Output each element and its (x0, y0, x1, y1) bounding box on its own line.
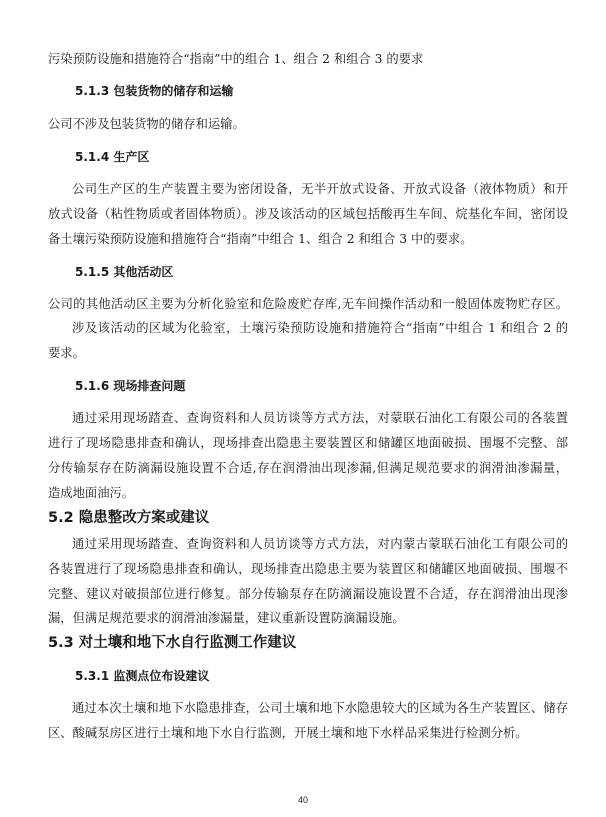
section-5-2-line-1: 通过采用现场踏查、查询资料和人员访谈等方式方法，对内蒙古蒙联石油化工有限公司的 (72, 537, 568, 551)
section-5-2-line-4: 漏，但满足规范要求的润滑油渗漏量，建议重新设置防滴漏设施。 (48, 611, 405, 625)
section-5-1-6-heading: 5.1.6 现场排查问题 (75, 379, 186, 393)
section-5-2-line-3: 完整、建议对破损部位进行修复。部分传输泵存在防滴漏设施设置不合适，存在润滑油出现渗 (48, 587, 568, 601)
section-5-1-5-line-3: 要求。 (48, 346, 85, 360)
section-5-1-6-line-3: 分传输泵存在防滴漏设施设置不合适,存在润滑油出现渗漏,但满足规范要求的润滑油渗漏量， (48, 461, 568, 475)
section-5-1-4-line-2: 放式设备（粘性物质或者固体物质）。涉及该活动的区域包括酸再生车间、烷基化车间，密闭设 (48, 207, 568, 221)
section-5-3-1-line-2: 区、酸碱泵房区进行土壤和地下水自行监测，开展土壤和地下水样品采集进行检测分析。 (48, 726, 528, 740)
section-5-3-1-heading: 5.3.1 监测点位布设建议 (75, 669, 210, 683)
section-5-1-6-line-4: 造成地面油污。 (48, 486, 135, 500)
page-number: 40 (297, 795, 308, 805)
section-5-1-5-line-1: 公司的其他活动区主要为分析化验室和危险废贮存库,无车间操作活动和一般固体废物贮存区。 (48, 297, 568, 311)
section-5-1-5-heading: 5.1.5 其他活动区 (75, 265, 174, 279)
section-5-1-3-line-1: 公司不涉及包装货物的储存和运输。 (48, 117, 245, 131)
section-5-2-heading: 5.2 隐患整改方案或建议 (48, 510, 210, 526)
section-5-2-line-2: 各装置进行了现场隐患排查和确认，现场排查出隐患主要为装置区和储罐区地面破损、围堰不 (48, 562, 568, 576)
section-5-1-5-line-2: 涉及该活动的区域为化验室，土壤污染预防设施和措施符合“指南”中组合 1 和组合 2 的 (72, 321, 568, 335)
section-5-3-1-line-1: 通过本次土壤和地下水隐患排查，公司土壤和地下水隐患较大的区域为各生产装置区、储存 (72, 701, 568, 715)
section-5-3-heading: 5.3 对土壤和地下水自行监测工作建议 (48, 635, 297, 651)
section-5-1-4-line-1: 公司生产区的生产装置主要为密闭设备，无半开放式设备、开放式设备（液体物质）和开 (72, 182, 568, 196)
section-5-1-4-heading: 5.1.4 生产区 (75, 150, 150, 164)
section-5-1-6-line-1: 通过采用现场踏查、查询资料和人员访谈等方式方法，对蒙联石油化工有限公司的各装置 (72, 411, 568, 425)
intro-line: 污染预防设施和措施符合“指南”中的组合 1、组合 2 和组合 3 的要求 (48, 52, 424, 66)
section-5-1-4-line-3: 备土壤污染预防设施和措施符合“指南”中组合 1、组合 2 和组合 3 中的要求。 (48, 232, 473, 246)
section-5-1-3-heading: 5.1.3 包装货物的储存和运输 (75, 84, 234, 98)
section-5-1-6-line-2: 进行了现场隐患排查和确认，现场排查出隐患主要装置区和储罐区地面破损、围堰不完整、部 (48, 436, 568, 450)
